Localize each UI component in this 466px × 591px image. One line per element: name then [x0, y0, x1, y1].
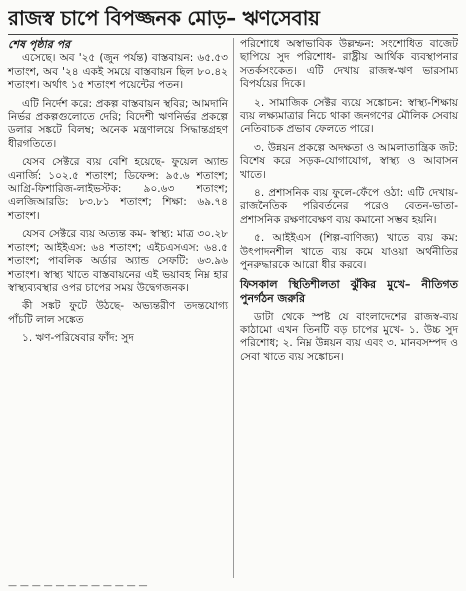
- paragraph: পরিশোধে অস্বাভাবিক উল্লম্ফন: সংশোধিত বাজেট ছাপিয়ে সুদ পরিশোধ- রাষ্ট্রীয় আর্থিক ব্যবস্থাপনার সতর্কসংকেত। এটি দেখায় রাজস্ব-ঋণ ভারসাম্য বিপর্যয়ের দিকে।: [240, 38, 458, 91]
- paragraph: ১. ঋণ-পরিষেবার ফাঁদ: সুদ: [22, 332, 134, 345]
- cut-off-next-line: [8, 582, 458, 591]
- continued-label: শেষ পৃষ্ঠার পর: [8, 38, 71, 51]
- paragraph: ৪. প্রশাসনিক ব্যয় ফুলে-ফেঁপে ওঠা: এটি দেখায়- রাজনৈতিক পরিবর্তনের পরেও বেতন-ভাতা-প্রশাসনিক রক্ষণাবেক্ষণ ব্যয় কমানো সম্ভব হয়নি।: [240, 187, 458, 226]
- paragraph: ৫. আইইএস (শিল্প-বাণিজ্য) খাতে ব্যয় কম: উৎপাদনশীল খাতে ব্যয় কমে যাওয়া অর্থনীতির পুনরুদ্ধারকে আরো ধীর করবে।: [240, 232, 458, 272]
- paragraph: ৩. উন্নয়ন প্রকল্পে অদক্ষতা ও আমলাতান্ত্রিক জট: বিশেষ করে সড়ক-যোগাযোগ, স্বাস্থ্য ও আবাসন খাতে।: [240, 141, 458, 181]
- subheading: ফিসকাল স্থিতিশীলতা ঝুঁকির মুখে– নীতিগত পুনর্গঠন জরুরি: [240, 277, 458, 305]
- column-divider: [233, 38, 234, 578]
- left-column: [8, 38, 228, 351]
- paragraph: যেসব সেক্টরে ব্যয় অত্যন্ত কম- স্বাস্থ্য: মাত্র ৩০.২৮ শতাংশ; আইইএস: ৬৪ শতাংশ; এইচএসএস: ৬৪.৫ শতাংশ; পাবলিক অর্ডার অ্যান্ড সেফটি: ৬৩.৯৬ শতাংশ। স্বাস্থ্য খাতে বাস্তবায়নের এই ভয়াবহ নিম্ন হার স্বাস্থ্যব্যবস্থার ওপর চাপের সময় উদ্বেগজনক।: [8, 228, 228, 294]
- paragraph: কী সঙ্কট ফুটে উঠছে- অভ্যন্তরীণ তদন্তযোগ্য পাঁচটি লাল সঙ্কেত: [8, 300, 228, 326]
- paragraph: ২. সামাজিক সেক্টর ব্যয়ে সঙ্কোচন: স্বাস্থ্য-শিক্ষায় ব্যয় লক্ষ্যমাত্রার নিচে থাকা জনগণের মৌলিক সেবায় নেতিবাচক প্রভাব ফেলতে পারে।: [240, 96, 458, 136]
- headline-rule: [8, 34, 458, 35]
- right-column: [240, 38, 458, 369]
- paragraph: যেসব সেক্টরে ব্যয় বেশি হয়েছে- ফুয়েল অ্যান্ড এনার্জি: ১০২.৫ শতাংশ; ডিফেন্স: ৯৫.৬ শতাংশ; আগ্রি-ফিশারিজ-লাইভস্টক: ৯০.৬৩ শতাংশ; এলজিআরডি: ৮৩.৮১ শতাংশ; শিক্ষা: ৬৯.৭৪ শতাংশ।: [8, 156, 228, 222]
- article-headline: রাজস্ব চাপে বিপজ্জনক মোড়– ঋণসেবায়: [8, 6, 320, 30]
- cut-off-text: — — — — — — — — — — — —: [8, 582, 148, 591]
- closing-paragraph: ডাটা থেকে স্পষ্ট যে বাংলাদেশের রাজস্ব-ব্যয় কাঠামো এখন তিনটি বড় চাপের মুখে- ১. উচ্চ সুদ পরিশোধ; ২. নিম্ন উন্নয়ন ব্যয় এবং ৩. মানবসম্পদ ও সেবা খাতে ব্যয় সঙ্কোচন।: [240, 310, 458, 363]
- paragraph: এসেছে। অব '২৫ (জুন পর্যন্ত) বাস্তবায়ন: ৬৫.৫৩ শতাংশ, অব '২৪ একই সময়ে বাস্তবায়ন ছিল ৮০.৪২ শতাংশ। অর্থাৎ ১৫ শতাংশ পয়েন্টের পতন।: [8, 52, 228, 92]
- paragraph: এটি নির্দেশ করে: প্রকল্প বাস্তবায়ন স্থবির; আমদানি নির্ভর প্রকল্পগুলোতে দেরি; বিদেশী ঋণনির্ভর প্রকল্পে ডলার সঙ্কটে বিলম্ব; অনেক মন্ত্রণালয়ে সিদ্ধান্তগ্রহণ ধীরগতিতে।: [8, 97, 228, 150]
